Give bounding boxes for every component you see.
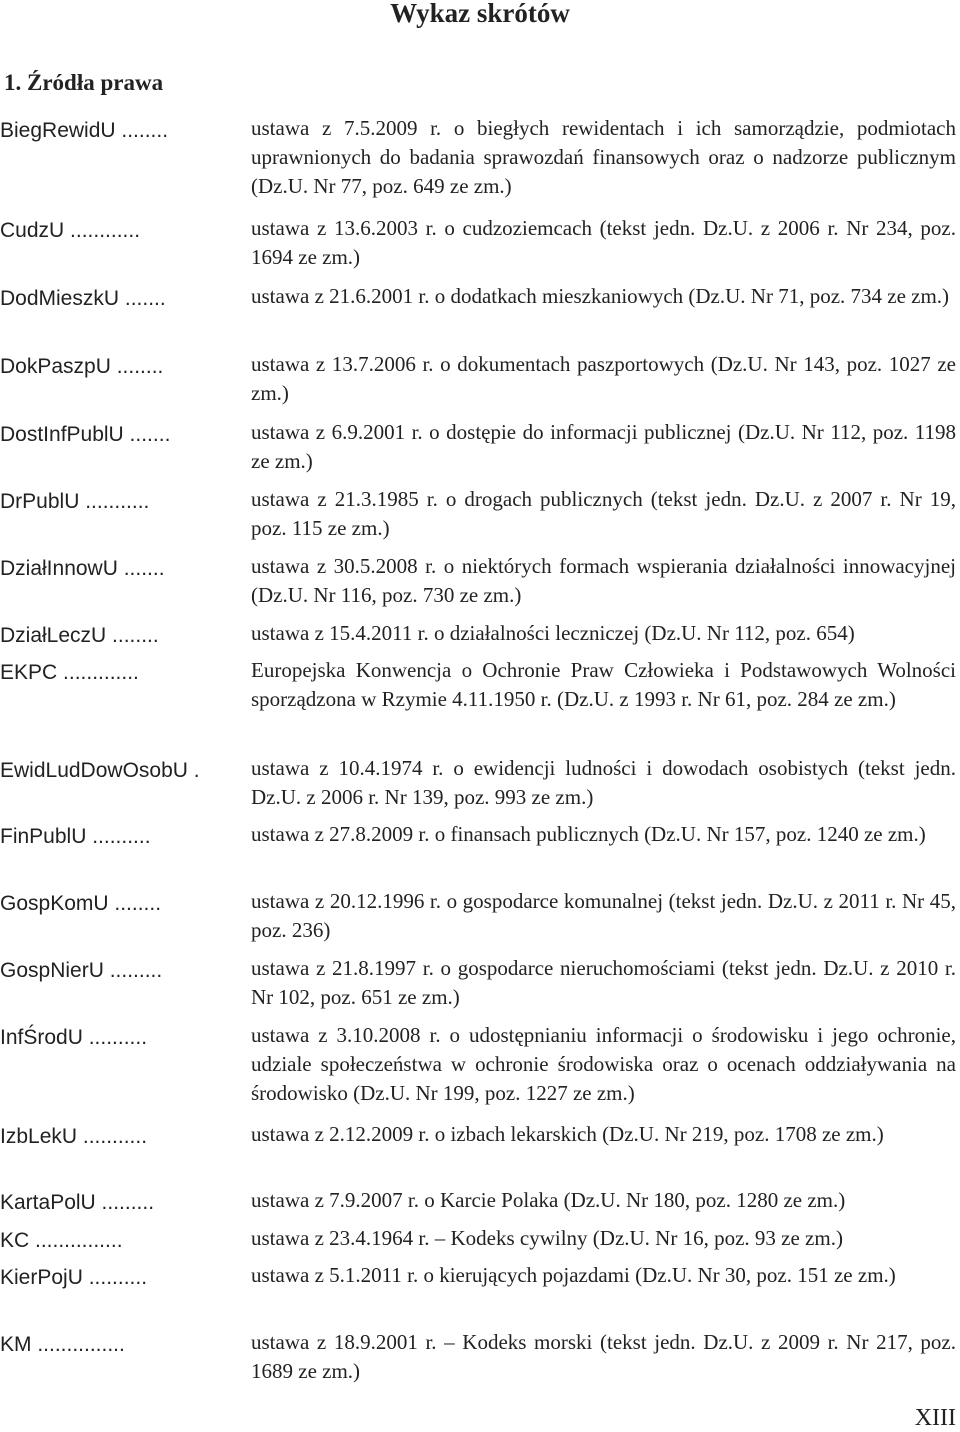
abbreviation-description: ustawa z 30.5.2008 r. o niektórych formach wspierania działalności innowacyjnej (Dz.U. Nr 116, poz. 730 ze zm.) xyxy=(251,554,956,607)
abbreviation: KartaPolU ......... xyxy=(0,1191,155,1214)
abbreviation-description: ustawa z 13.6.2003 r. o cudzoziemcach (tekst jedn. Dz.U. z 2006 r. Nr 234, poz. 1694 ze zm.) xyxy=(251,216,956,269)
abbreviation-description: ustawa z 21.8.1997 r. o gospodarce nieruchomościami (tekst jedn. Dz.U. z 2010 r. Nr 102, poz. 651 ze zm.) xyxy=(251,956,956,1009)
abbreviation-description: ustawa z 3.10.2008 r. o udostępnianiu informacji o środowisku i jego ochronie, udziale społeczeństwa w ochronie środowiska oraz o ocenach oddziaływania na środowisko (Dz.U. Nr 199, poz. 1227 ze zm.) xyxy=(251,1023,956,1105)
abbreviation: GospNierU ......... xyxy=(0,959,163,982)
section-heading: 1. Źródła prawa xyxy=(4,70,164,95)
abbreviation-description: ustawa z 27.8.2009 r. o finansach publicznych (Dz.U. Nr 157, poz. 1240 ze zm.) xyxy=(251,822,926,846)
abbreviation-description: ustawa z 7.5.2009 r. o biegłych rewidentach i ich samorządzie, podmiotach uprawnionych do badania sprawozdań finansowych oraz o nadzorze publicznym (Dz.U. Nr 77, poz. 649 ze zm.) xyxy=(251,116,956,198)
abbreviation-description: ustawa z 6.9.2001 r. o dostępie do informacji publicznej (Dz.U. Nr 112, poz. 1198 ze zm.) xyxy=(251,420,956,473)
abbreviation: DostInfPublU ....... xyxy=(0,423,171,446)
abbreviation: BiegRewidU ........ xyxy=(0,119,169,142)
abbreviation: DziałInnowU ....... xyxy=(0,557,165,580)
abbreviation-description: ustawa z 7.9.2007 r. o Karcie Polaka (Dz.U. Nr 180, poz. 1280 ze zm.) xyxy=(251,1188,846,1212)
abbreviation-description: ustawa z 15.4.2011 r. o działalności leczniczej (Dz.U. Nr 112, poz. 654) xyxy=(251,621,855,645)
abbreviation-description: ustawa z 21.6.2001 r. o dodatkach mieszkaniowych (Dz.U. Nr 71, poz. 734 ze zm.) xyxy=(251,284,950,308)
abbreviation: IzbLekU ........... xyxy=(0,1125,148,1148)
page-title: Wykaz skrótów xyxy=(390,0,570,28)
abbreviation-description: ustawa z 13.7.2006 r. o dokumentach paszportowych (Dz.U. Nr 143, poz. 1027 ze zm.) xyxy=(251,352,956,405)
abbreviation-description: ustawa z 18.9.2001 r. – Kodeks morski (tekst jedn. Dz.U. z 2009 r. Nr 217, poz. 1689 ze zm.) xyxy=(251,1330,956,1383)
abbreviation: KM ............... xyxy=(0,1333,125,1356)
abbreviation: KierPojU .......... xyxy=(0,1266,148,1289)
abbreviation: EKPC ............. xyxy=(0,661,139,684)
abbreviation: DokPaszpU ........ xyxy=(0,355,164,378)
abbreviation: EwidLudDowOsobU . xyxy=(0,759,200,782)
abbreviation: GospKomU ........ xyxy=(0,892,162,915)
abbreviation: FinPublU .......... xyxy=(0,825,151,848)
abbreviation-description: Europejska Konwencja o Ochronie Praw Człowieka i Podstawowych Wolności sporządzona w Rzymie 4.11.1950 r. (Dz.U. z 1993 r. Nr 61, poz. 284 ze zm.) xyxy=(251,658,956,711)
abbreviation: KC ............... xyxy=(0,1229,123,1252)
abbreviation-description: ustawa z 10.4.1974 r. o ewidencji ludności i dowodach osobistych (tekst jedn. Dz.U. z 2006 r. Nr 139, poz. 993 ze zm.) xyxy=(251,756,956,809)
abbreviation: DrPublU ........... xyxy=(0,490,150,513)
abbreviation-description: ustawa z 5.1.2011 r. o kierujących pojazdami (Dz.U. Nr 30, poz. 151 ze zm.) xyxy=(251,1263,896,1287)
abbreviation-description: ustawa z 20.12.1996 r. o gospodarce komunalnej (tekst jedn. Dz.U. z 2011 r. Nr 45, poz. 236) xyxy=(251,889,956,942)
abbreviation-description: ustawa z 23.4.1964 r. – Kodeks cywilny (Dz.U. Nr 16, poz. 93 ze zm.) xyxy=(251,1226,843,1250)
abbreviation: InfŚrodU .......... xyxy=(0,1026,148,1049)
page-number: XIII xyxy=(914,1405,956,1431)
abbreviation: CudzU ............ xyxy=(0,219,141,242)
abbreviation-description: ustawa z 2.12.2009 r. o izbach lekarskich (Dz.U. Nr 219, poz. 1708 ze zm.) xyxy=(251,1122,884,1146)
abbreviation: DodMieszkU ....... xyxy=(0,287,166,310)
abbreviation-description: ustawa z 21.3.1985 r. o drogach publicznych (tekst jedn. Dz.U. z 2007 r. Nr 19, poz. 115 ze zm.) xyxy=(251,487,956,540)
abbreviation: DziałLeczU ........ xyxy=(0,624,159,647)
